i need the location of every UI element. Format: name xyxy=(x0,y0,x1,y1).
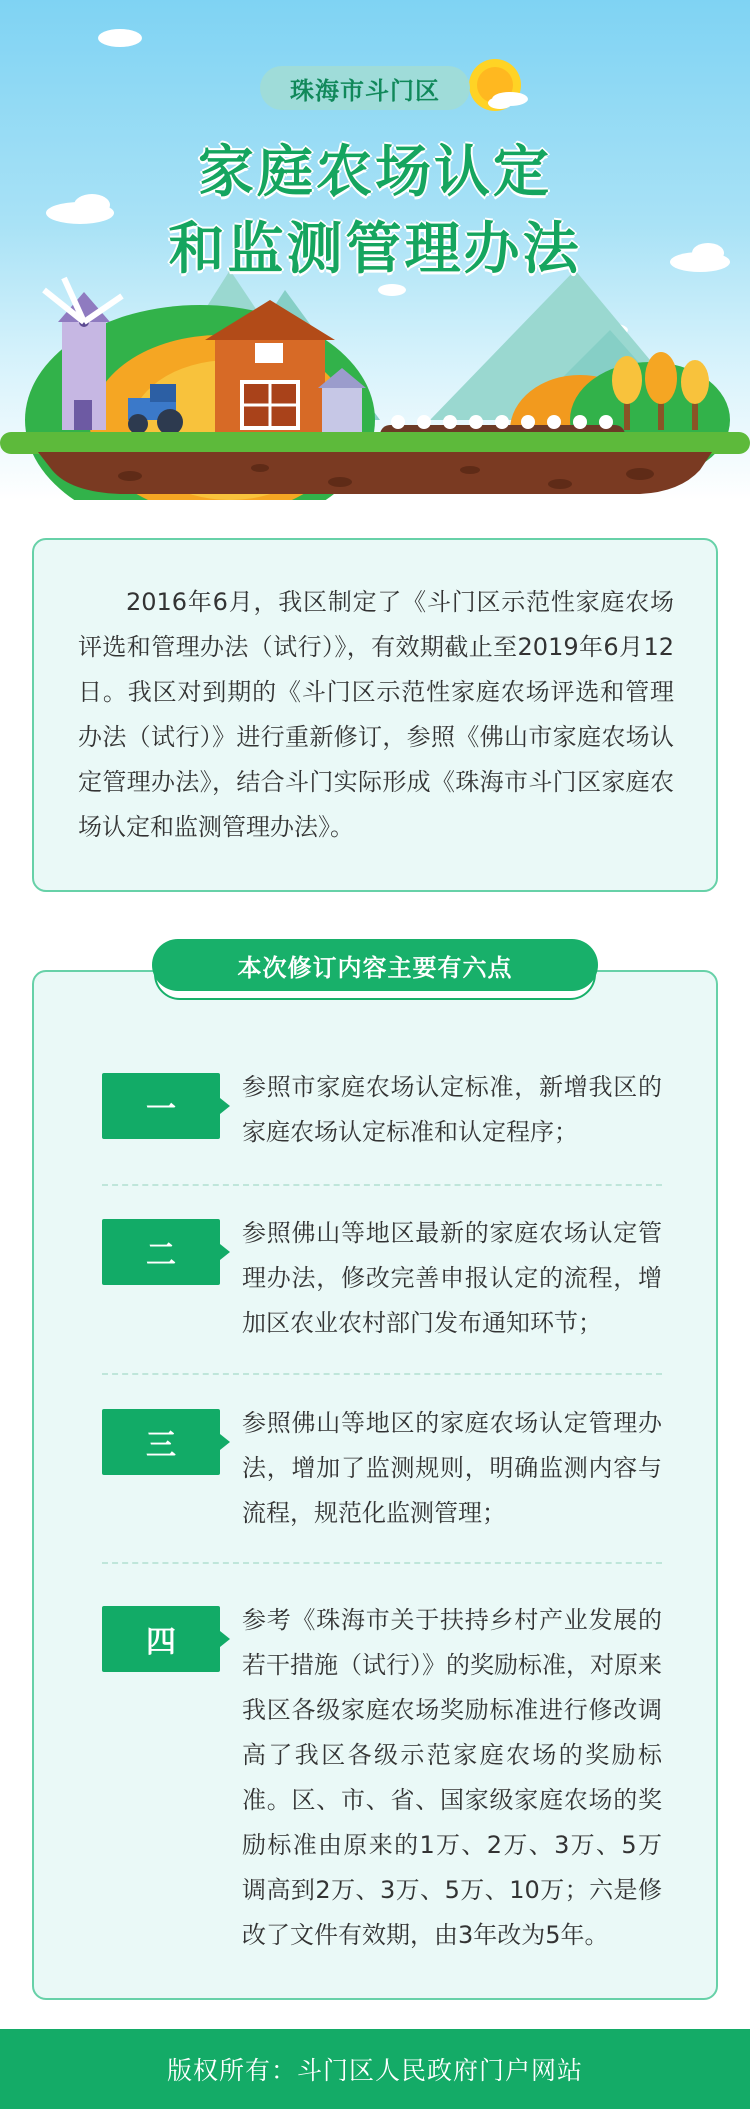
page-title-line-1: 家庭农场认定 xyxy=(198,140,552,205)
point-text: 参照市家庭农场认定标准，新增我区的家庭农场认定标准和认定程序； xyxy=(242,1073,662,1146)
point-text: 参照佛山等地区的家庭农场认定管理办法，增加了监测规则，明确监测内容与流程，规范化监测管理； xyxy=(242,1409,662,1527)
point-text: 参考《珠海市关于扶持乡村产业发展的若干措施（试行）》的奖励标准，对原来我区各级家庭农场奖励标准进行修改调高了我区各级示范家庭农场的奖励标准。区、市、省、国家级家庭农场的奖励标准由原来的1万、2万、3万、5万调高到2万、3万、5万、10万；六是修改了文件有效期，由3年改为5年。 xyxy=(242,1606,662,1949)
dashed-divider xyxy=(102,1373,662,1375)
point-badge: 三 xyxy=(102,1409,220,1475)
point-text: 参照佛山等地区最新的家庭农场认定管理办法，修改完善申报认定的流程，增加区农业农村部门发布通知环节； xyxy=(242,1219,662,1337)
dashed-divider xyxy=(102,1562,662,1564)
point-badge: 二 xyxy=(102,1219,220,1285)
section-header: 本次修订内容主要有六点 xyxy=(152,939,598,991)
intro-paragraph: 2016年6月，我区制定了《斗门区示范性家庭农场评选和管理办法（试行）》，有效期截止至2019年6月12日。我区对到期的《斗门区示范性家庭农场评选和管理办法（试行）》进行重新修订，参照《佛山市家庭农场认定管理办法》，结合斗门实际形成《珠海市斗门区家庭农场认定和监测管理办法》。 xyxy=(78,588,674,841)
footer-copyright: 版权所有：斗门区人民政府门户网站 xyxy=(0,2029,750,2109)
tree-icon xyxy=(612,352,709,430)
dashed-divider xyxy=(102,1184,662,1186)
point-badge: 一 xyxy=(102,1073,220,1139)
region-label: 珠海市斗门区 xyxy=(260,66,470,110)
header-banner xyxy=(0,0,750,500)
point-badge: 四 xyxy=(102,1606,220,1672)
intro-panel xyxy=(32,538,718,892)
page-title-line-2: 和监测管理办法 xyxy=(168,217,582,282)
sun-icon xyxy=(469,59,528,111)
